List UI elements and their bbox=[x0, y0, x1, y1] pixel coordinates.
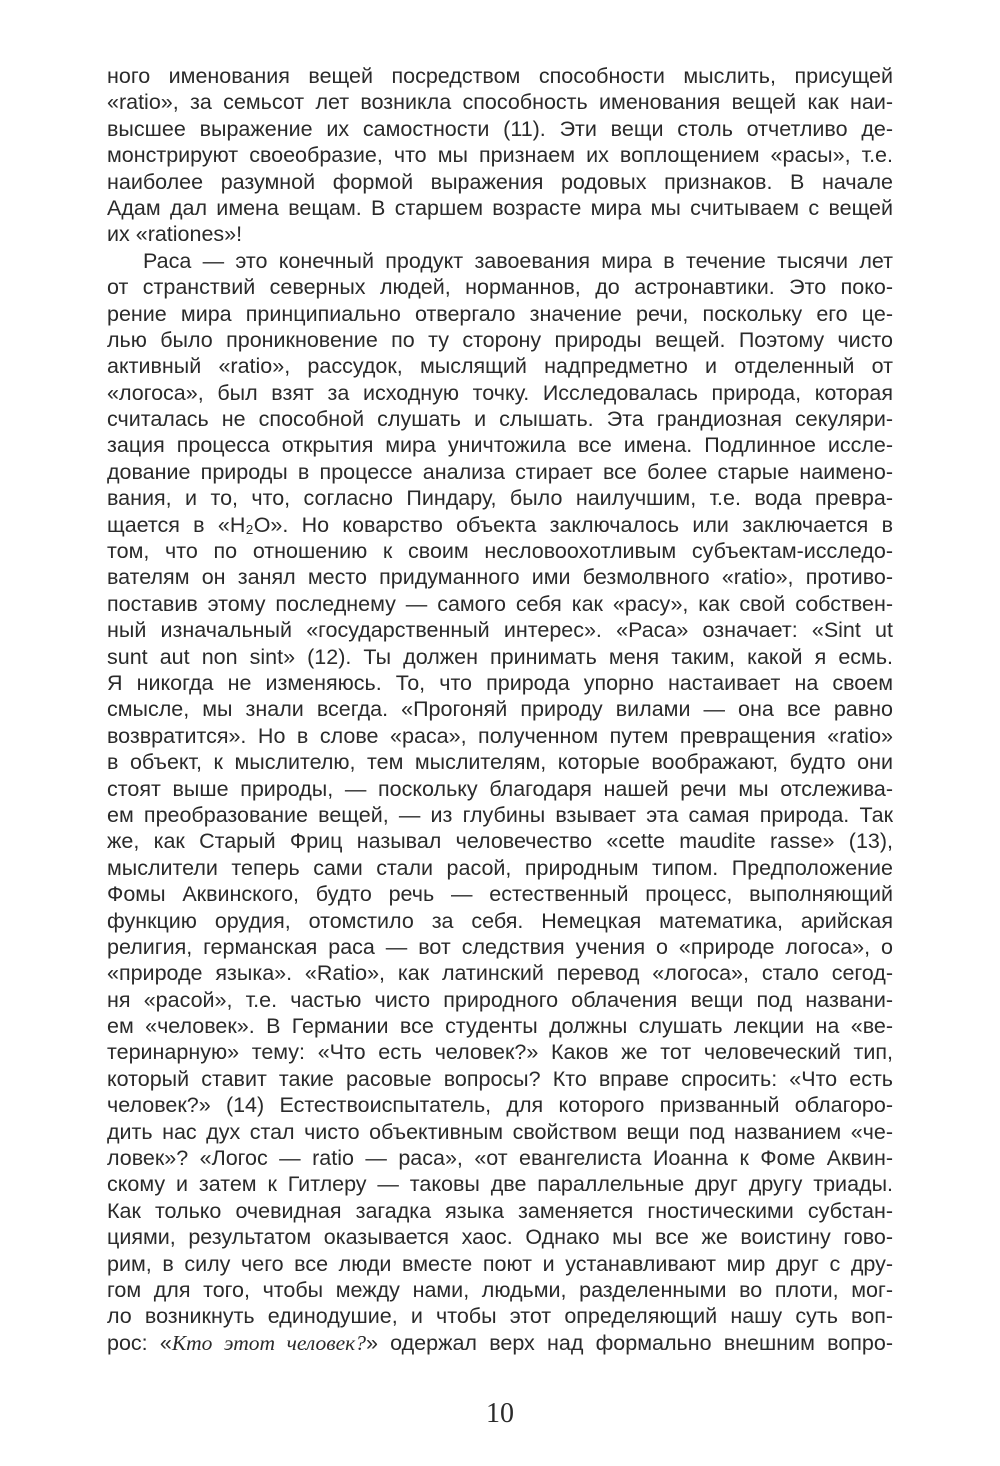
text-line: рим, в силу чего все люди вместе поют и устанавливают мир друг с дру- bbox=[107, 1251, 893, 1276]
text-line: «логоса», был взят за исходную точку. Исследовалась природа, которая bbox=[107, 380, 893, 405]
text-line: гом для того, чтобы между нами, людьми, разделенными во плоти, мог- bbox=[107, 1277, 893, 1302]
text-line: возвратится». Но в слове «раса», полученном путем превращения «ratio» bbox=[107, 723, 893, 748]
text-line: Я никогда не изменяюсь. То, что природа упорно настаивает на своем bbox=[107, 670, 893, 695]
page-number: 10 bbox=[486, 1398, 514, 1429]
text-line: ного именования вещей посредством способности мыслить, присущей bbox=[107, 64, 893, 88]
text-line: их «rationes»! bbox=[107, 222, 243, 247]
text-line: который ставит такие расовые вопросы? Кто вправе спросить: «Что есть bbox=[107, 1066, 893, 1091]
text-line: человек?» (14) Естествоиспытатель, для которого призванный облагоро- bbox=[107, 1093, 893, 1118]
text-line: Адам дал имена вещам. В старшем возрасте мира мы считываем с вещей bbox=[107, 195, 893, 220]
text-line: высшее выражение их самостности (11). Эти вещи столь отчетливо де- bbox=[107, 116, 893, 141]
text-line: том, что по отношению к своим несловоохотливым субъектам-исследо- bbox=[107, 539, 893, 564]
text-line: щается в «H₂O». Но коварство объекта заключалось или заключается в bbox=[107, 512, 893, 537]
italic-question: Кто этот человек? bbox=[171, 1330, 366, 1355]
text-line: «ratio», за семьсот лет возникла способность именования вещей как наи- bbox=[107, 90, 893, 115]
text-line: ня «расой», т.е. частью чисто природного облачения вещи под названи- bbox=[107, 987, 893, 1012]
text-segment: рос: « bbox=[107, 1330, 172, 1355]
text-line: мыслители теперь сами стали расой, природным типом. Предположение bbox=[107, 855, 893, 880]
paragraph-2 bbox=[107, 248, 893, 1356]
text-line: от странствий северных людей, норманнов, до астронавтики. Это поко- bbox=[107, 275, 893, 300]
text-line: циями, результатом оказывается хаос. Однако мы все же воистину гово- bbox=[107, 1225, 893, 1250]
text-line: ем преобразование вещей, — из глубины взывает эта самая природа. Так bbox=[107, 802, 893, 827]
text-line: sunt aut non sint» (12). Ты должен принимать меня таким, какой я есмь. bbox=[107, 644, 893, 669]
paragraph-1 bbox=[107, 63, 893, 248]
text-line: дить нас дух стал чисто объективным свойством вещи под названием «че- bbox=[107, 1119, 893, 1144]
body-text bbox=[107, 63, 893, 1356]
text-line: Фомы Аквинского, будто речь — естественный процесс, выполняющий bbox=[107, 882, 893, 907]
text-line: поставив этому последнему — самого себя как «расу», как свой собствен- bbox=[107, 591, 893, 616]
text-line: «природе языка». «Ratio», как латинский перевод «логоса», стало сегод- bbox=[107, 961, 893, 986]
text-line: ловек»? «Логос — ratio — раса», «от евангелиста Иоанна к Фоме Аквин- bbox=[107, 1146, 893, 1171]
text-line: Раса — это конечный продукт завоевания мира в течение тысячи лет bbox=[143, 248, 893, 273]
text-line: считалась не способной слушать и слышать. Эта грандиозная секуляри- bbox=[107, 407, 893, 432]
text-segment: » одержал верх над формально внешним вопро- bbox=[365, 1330, 894, 1355]
text-line: вателям он занял место придуманного ими безмолвного «ratio», противо- bbox=[107, 565, 893, 590]
text-line: монстрируют своеобразие, что мы признаем их воплощением «расы», т.е. bbox=[107, 143, 893, 168]
text-line: ный изначальный «государственный интерес». «Раса» означает: «Sint ut bbox=[107, 618, 893, 643]
text-line: скому и затем к Гитлеру — таковы две параллельные друг другу триады. bbox=[107, 1172, 893, 1197]
text-line: Как только очевидная загадка языка заменяется гностическими субстан- bbox=[107, 1198, 893, 1223]
text-line: теринарную» тему: «Что есть человек?» Каков же тот человеческий тип, bbox=[107, 1040, 893, 1065]
text-line: смысле, мы знали всегда. «Прогоняй природу вилами — она все равно bbox=[107, 697, 893, 722]
text-line: вания, и то, что, согласно Пиндару, было наилучшим, т.е. вода превра- bbox=[107, 486, 893, 511]
text-line bbox=[107, 1330, 893, 1356]
text-line: наиболее разумной формой выражения родовых признаков. В начале bbox=[107, 169, 893, 194]
text-line: функцию орудия, отомстило за себя. Немецкая математика, арийская bbox=[107, 908, 893, 933]
text-line: лью было проникновение по ту сторону природы вещей. Поэтому чисто bbox=[107, 327, 893, 352]
text-line: же, как Старый Фриц называл человечество «cette maudite rasse» (13), bbox=[107, 829, 893, 854]
text-line: дование природы в процессе анализа стирает все более старые наимено- bbox=[107, 459, 893, 484]
text-line: рение мира принципиально отвергало значение речи, поскольку его це- bbox=[107, 301, 893, 326]
text-line: ем «человек». В Германии все студенты должны слушать лекции на «ве- bbox=[107, 1014, 893, 1039]
text-line: зация процесса открытия мира уничтожила все имена. Подлинное иссле- bbox=[107, 433, 893, 458]
text-line: ло возникнуть единодушие, и чтобы этот определяющий нашу суть воп- bbox=[107, 1304, 893, 1329]
text-line: стоят выше природы, — поскольку благодаря нашей речи мы отслежива- bbox=[107, 776, 893, 801]
text-line: в объект, к мыслителю, тем мыслителям, которые воображают, будто они bbox=[107, 750, 893, 775]
text-line: активный «ratio», рассудок, мыслящий надпредметно и отделенный от bbox=[107, 354, 893, 379]
text-line: религия, германская раса — вот следствия учения о «природе логоса», о bbox=[107, 934, 893, 959]
